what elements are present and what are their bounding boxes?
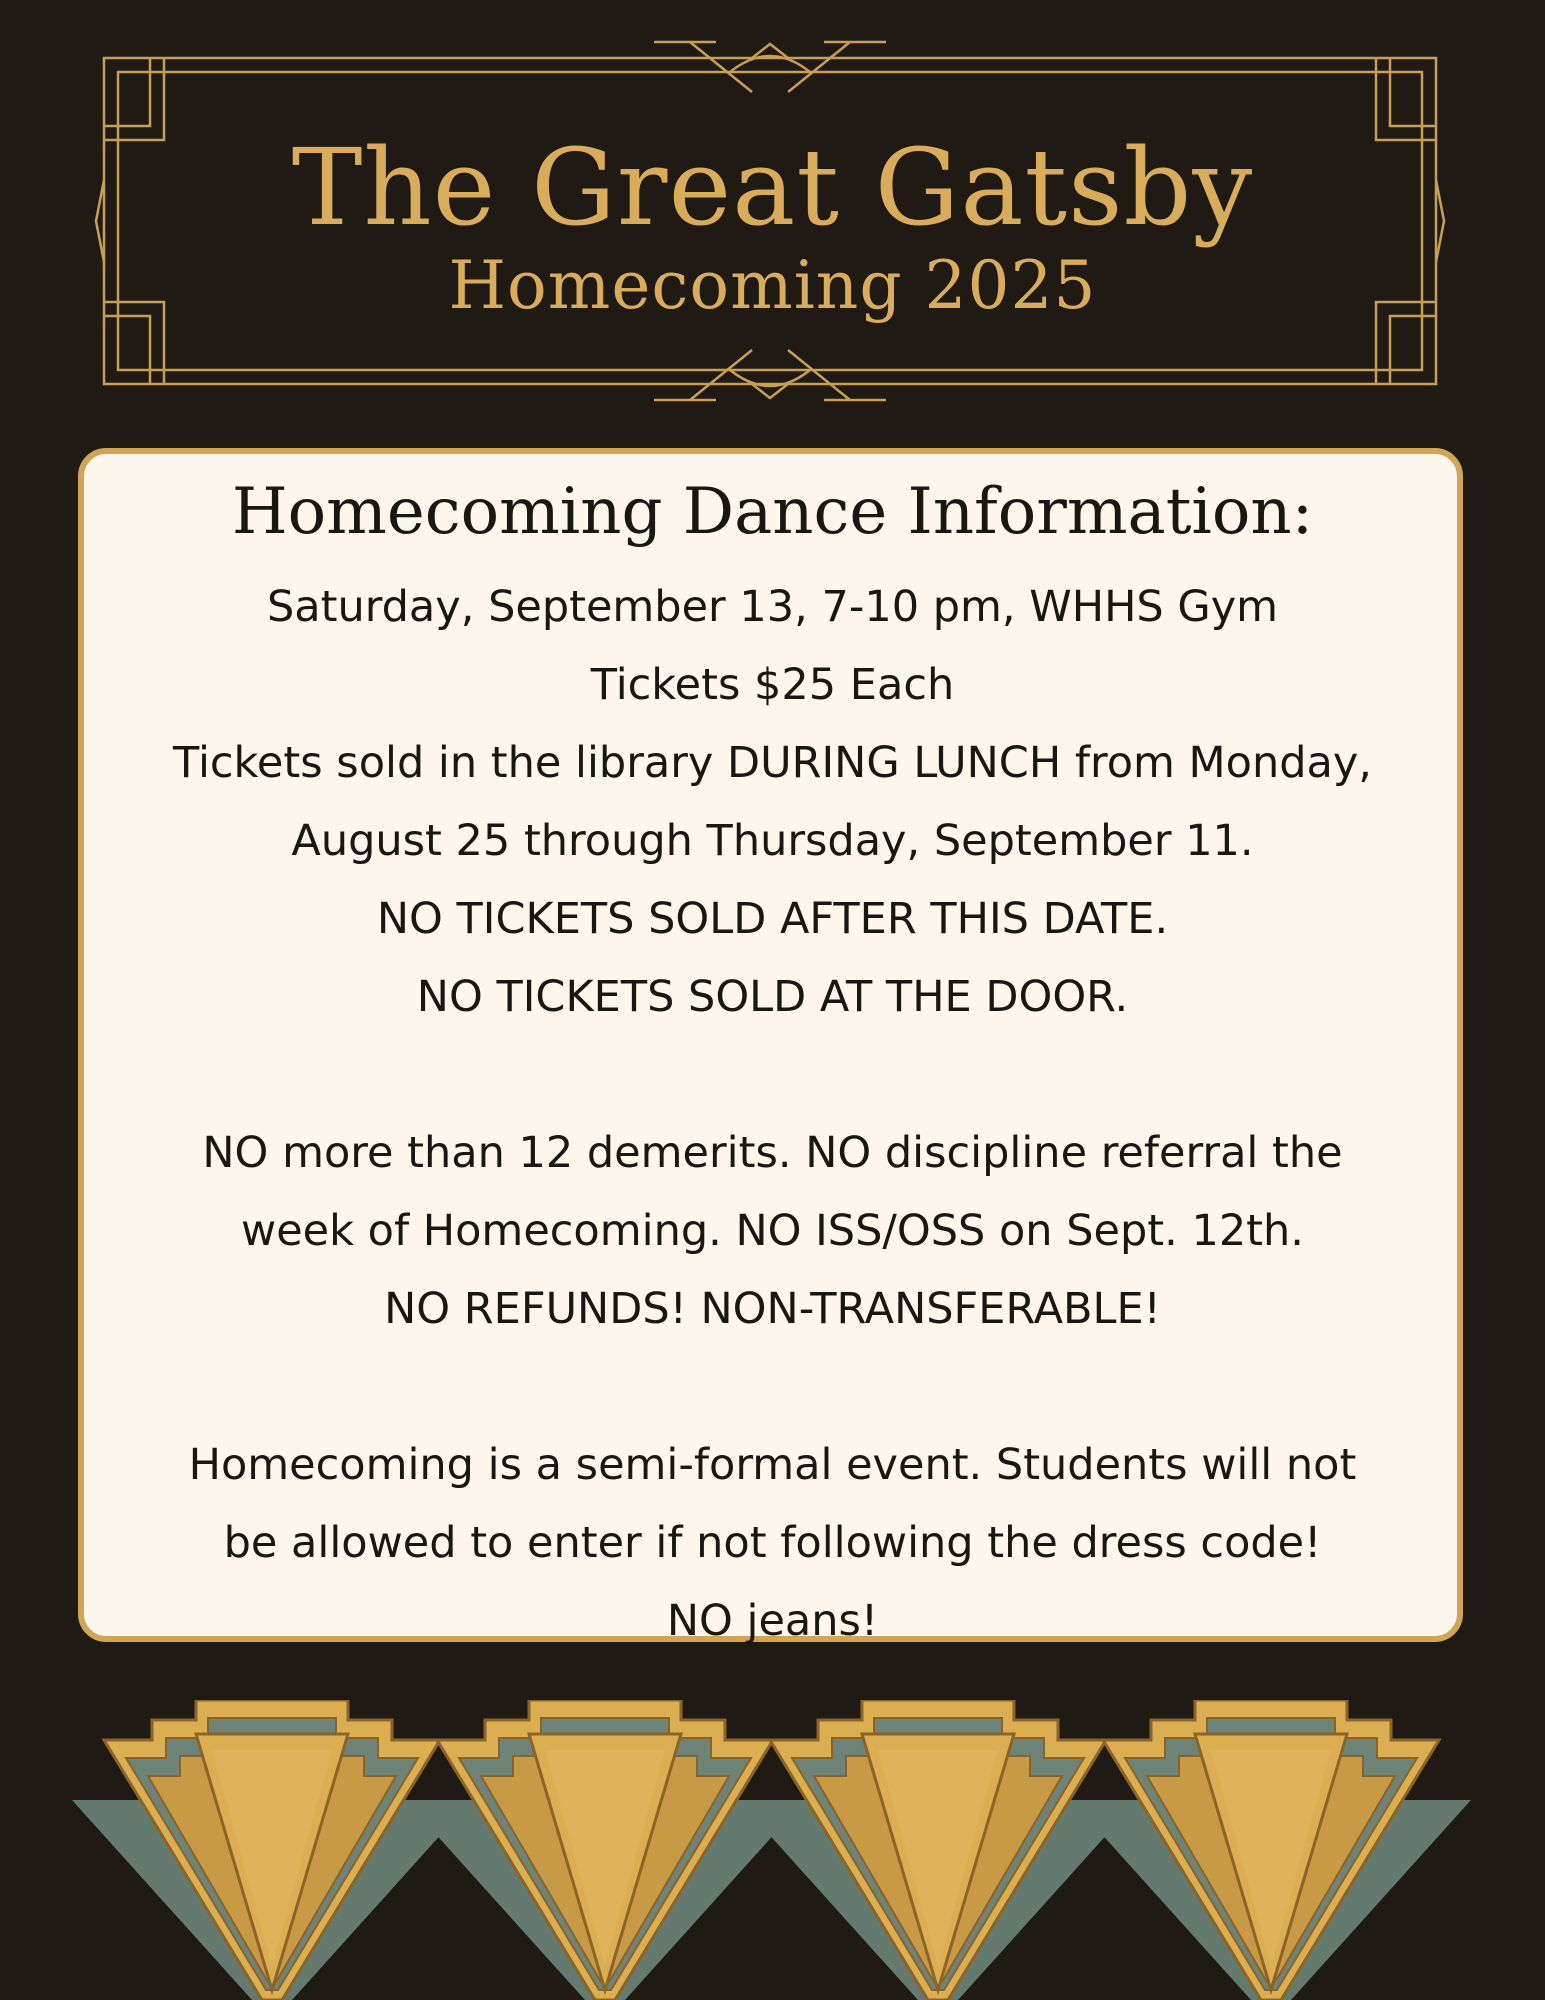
art-deco-fan-icon [1071,1700,1471,2000]
info-line-no-door: NO TICKETS SOLD AT THE DOOR. [416,972,1129,1022]
art-deco-fan-icon [738,1700,1138,2000]
info-text [0,568,1545,1660]
info-line-refunds: NO REFUNDS! NON-TRANSFERABLE! [384,1284,1161,1334]
art-deco-fan-icon [405,1700,805,2000]
art-deco-fan-row [0,1700,1545,2000]
info-line-sales-1: Tickets sold in the library DURING LUNCH from Monday, [173,738,1372,788]
info-line-dress-2: be allowed to enter if not following the dress code! [223,1518,1322,1568]
page-title: The Great Gatsby [291,126,1254,249]
info-line-price: Tickets $25 Each [590,660,955,710]
info-line-date: Saturday, September 13, 7-10 pm, WHHS Gym [266,582,1279,632]
spacer [0,1348,1545,1426]
info-line-jeans: NO jeans! [666,1596,879,1646]
info-line-sales-2: August 25 through Thursday, September 11. [291,816,1254,866]
info-line-rules-2: week of Homecoming. NO ISS/OSS on Sept. 12th. [241,1206,1304,1256]
info-line-no-late: NO TICKETS SOLD AFTER THIS DATE. [376,894,1169,944]
art-deco-fan-icon [72,1700,472,2000]
info-line-rules-1: NO more than 12 demerits. NO discipline referral the [202,1128,1343,1178]
page-subtitle: Homecoming 2025 [448,247,1097,324]
info-line-dress-1: Homecoming is a semi-formal event. Students will not [188,1440,1357,1490]
info-heading: Homecoming Dance Information: [231,475,1314,549]
spacer [0,1036,1545,1114]
